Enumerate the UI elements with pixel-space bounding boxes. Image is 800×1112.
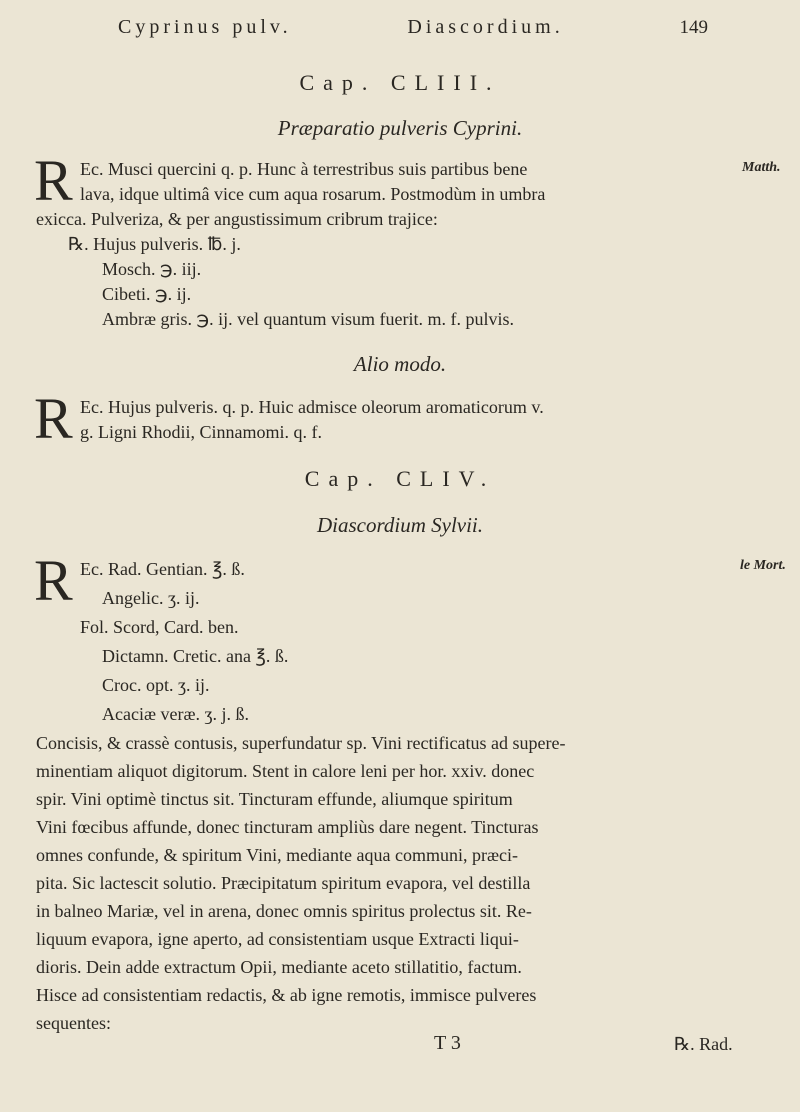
margin-note: le Mort. <box>740 558 786 573</box>
signature-mark: T 3 <box>434 1032 461 1054</box>
text-line: Ec. Musci quercini q. p. Hunc à terrestribus suis partibus bene <box>80 159 528 179</box>
running-head <box>118 16 708 39</box>
text-line: spir. Vini optimè tinctus sit. Tincturam effunde, aliumque spiritum <box>36 789 513 809</box>
text-line: Concisis, & crassè contusis, superfundatur sp. Vini rectificatus ad supere- <box>36 733 566 753</box>
running-head-middle: Diascordium. <box>407 16 564 38</box>
text-line: pita. Sic lactescit solutio. Præcipitatum spiritum evapora, vel destilla <box>36 873 531 893</box>
text-line: in balneo Mariæ, vel in arena, donec omnis spiritus prolectus sit. Re- <box>36 901 532 921</box>
chapter-heading: Cap. CLIV. <box>304 466 496 491</box>
text-line: exicca. Pulveriza, & per angustissimum cribrum trajice: <box>36 209 438 229</box>
recipe-line: Croc. opt. ʒ. ij. <box>102 675 210 695</box>
text-line: omnes confunde, & spiritum Vini, mediante aqua communi, præci- <box>36 845 518 865</box>
text-line: sequentes: <box>36 1013 111 1033</box>
recipe-line: Angelic. ʒ. ij. <box>102 588 200 608</box>
text-line: minentiam aliquot digitorum. Stent in calore leni per hor. xxiv. donec <box>36 761 535 781</box>
text-line: Vini fœcibus affunde, donec tincturam ampliùs dare negent. Tincturas <box>36 817 539 837</box>
chapter-title: Præparatio pulveris Cyprini. <box>277 116 523 140</box>
text-line: dioris. Dein adde extractum Opii, mediante aceto stillatitio, factum. <box>36 957 522 977</box>
drop-cap: R <box>34 548 73 613</box>
chapter-heading: Cap. CLIII. <box>299 70 501 95</box>
margin-note: Matth. <box>742 160 781 175</box>
chapter-title: Diascordium Sylvii. <box>316 513 484 537</box>
section-heading: Alio modo. <box>353 352 447 376</box>
recipe-line: Ambræ gris. ℈. ij. vel quantum visum fuerit. m. f. pulvis. <box>102 309 515 329</box>
recipe-line: Fol. Scord, Card. ben. <box>80 617 239 637</box>
text-line: Hisce ad consistentiam redactis, & ab igne remotis, immisce pulveres <box>36 985 537 1005</box>
drop-cap: R <box>34 386 73 451</box>
drop-cap: R <box>34 148 73 213</box>
text-line: Ec. Hujus pulveris. q. p. Huic admisce oleorum aromaticorum v. <box>80 397 544 417</box>
recipe-line: Mosch. ℈. iij. <box>102 259 202 279</box>
running-head-left: Cyprinus pulv. <box>118 16 292 38</box>
page-number: 149 <box>679 17 708 38</box>
recipe-line: Cibeti. ℈. ij. <box>102 284 192 304</box>
recipe-line: Dictamn. Cretic. ana ℥. ß. <box>102 646 289 666</box>
recipe-line: Acaciæ veræ. ʒ. j. ß. <box>102 704 249 724</box>
text-line: g. Ligni Rhodii, Cinnamomi. q. f. <box>80 422 322 442</box>
text-line: liquum evapora, igne aperto, ad consistentiam usque Extracti liqui- <box>36 929 519 949</box>
recipe-line: Ec. Rad. Gentian. ℥. ß. <box>80 559 245 579</box>
recipe-line: ℞. Hujus pulveris. ℔. j. <box>68 234 241 254</box>
text-line: lava, idque ultimâ vice cum aqua rosarum. Postmodùm in umbra <box>80 184 546 204</box>
catchword: ℞. Rad. <box>674 1034 733 1054</box>
